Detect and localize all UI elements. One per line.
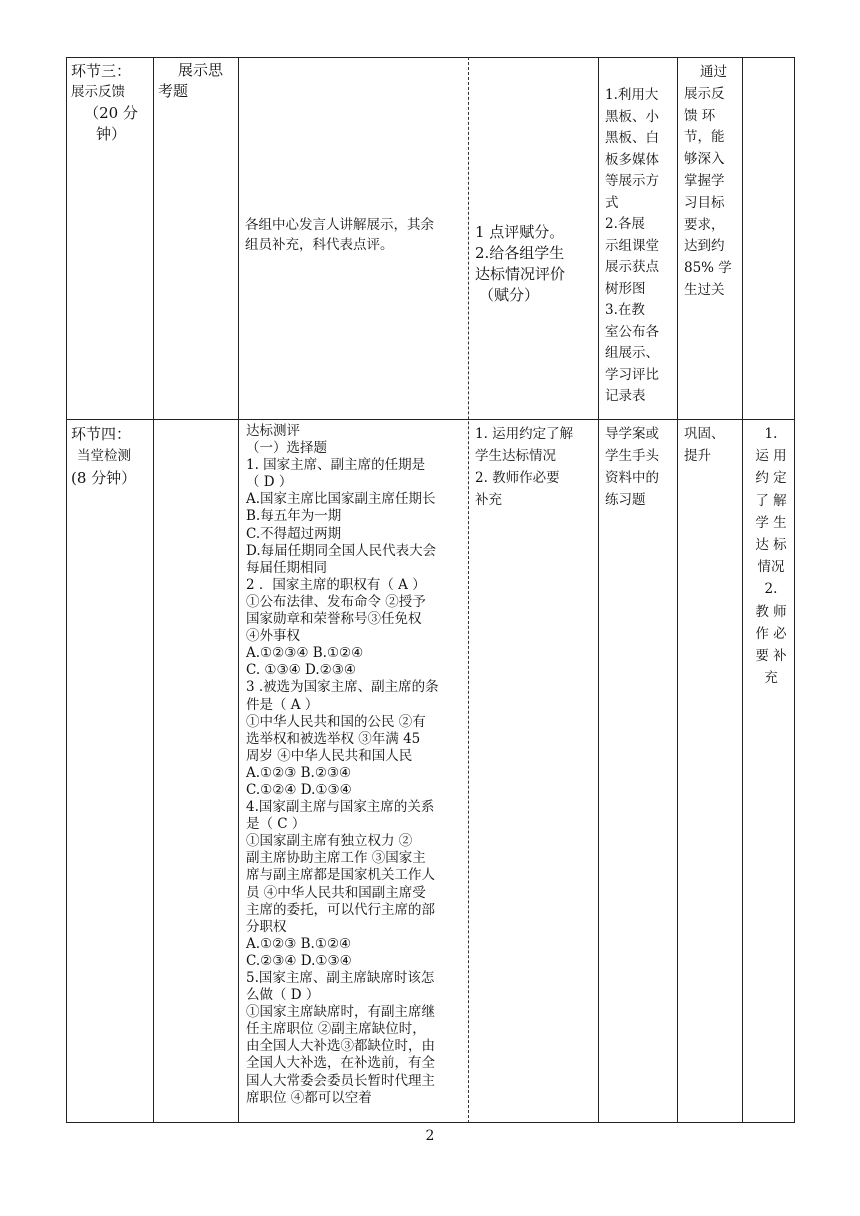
notes-line: 充	[764, 670, 778, 687]
intent-line: 够深入	[684, 151, 725, 168]
resources-line: 室公布各	[605, 323, 659, 340]
intent-line: 巩固、	[684, 426, 725, 442]
activity-line: ④外事权	[246, 628, 300, 645]
notes-line: 1.	[764, 426, 778, 442]
table-left-border	[66, 57, 67, 1123]
intent-line: 节，能	[684, 129, 725, 146]
column-divider-dashed	[468, 57, 469, 1123]
row3-activity-cell	[245, 216, 465, 256]
notes-line: 情况	[757, 559, 785, 576]
evaluation-line: 2.给各组学生	[475, 244, 565, 262]
activity-line: C.②③④ D.①③④	[246, 952, 352, 969]
intent-line: 馈 环	[684, 107, 716, 124]
activity-line: 国家勋章和荣誉称号③任免权	[246, 611, 422, 628]
resources-line: 资料中的	[605, 470, 659, 486]
evaluation-line: 1. 运用约定了解	[475, 426, 574, 442]
column-divider	[598, 57, 599, 1123]
resources-line: 板多媒体	[605, 151, 659, 168]
stage-line: 当堂检测	[77, 448, 131, 464]
column-divider	[238, 57, 239, 1123]
activity-line: 席职位 ④都可以空着	[246, 1089, 372, 1106]
table-right-border	[794, 57, 795, 1123]
resources-line: 学生手头	[605, 448, 659, 464]
evaluation-line: 达标情况评价	[475, 265, 566, 283]
resources-line: 组展示、	[605, 345, 659, 361]
activity-line: ①国家副主席有独立权力 ②	[246, 833, 413, 850]
activity-line: 3 .被选为国家主席、副主席的条	[246, 679, 439, 696]
activity-line: 达标测评	[246, 423, 300, 439]
activity-line: 2 ．国家主席的职权有（ A ）	[246, 576, 426, 593]
row3-content-cell	[158, 60, 236, 102]
row4-stage-cell	[71, 423, 151, 489]
notes-line: 运 用	[755, 448, 787, 465]
row-divider	[66, 419, 795, 420]
resources-line: 黑板、小	[605, 108, 659, 125]
evaluation-line: 1 点评赋分。	[475, 223, 565, 241]
notes-line: 教 师	[755, 603, 787, 620]
intent-line: 提升	[684, 448, 711, 464]
stage-line: (8 分钟）	[71, 469, 137, 487]
activity-line: ①国家主席缺席时，有副主席继	[246, 1004, 435, 1021]
activity-line: 1. 国家主席、副主席的任期是	[246, 457, 426, 474]
resources-line: 黑板、白	[605, 130, 659, 146]
activity-line: A.①②③ B.②③④	[246, 764, 352, 781]
row4-resources-cell	[605, 423, 677, 511]
intent-line: 生过关	[684, 281, 725, 298]
stage-line: 钟）	[95, 125, 126, 143]
activity-line: 副主席协助主席工作 ③国家主	[246, 850, 426, 867]
row4-evaluation-cell	[475, 423, 595, 511]
activity-line: C.①②④ D.①③④	[246, 781, 352, 798]
activity-line: 席与副主席都是国家机关工作人	[246, 867, 435, 884]
notes-line: 约 定	[755, 470, 787, 487]
resources-line: 导学案或	[605, 426, 659, 442]
activity-line: ①中华人民共和国的公民 ②有	[246, 713, 426, 730]
activity-line: 主席的委托，可以代行主席的部	[246, 901, 435, 918]
resources-line: 1.利用大	[605, 87, 659, 103]
evaluation-line: 2. 教师作必要	[475, 470, 560, 486]
resources-line: 展示获点	[605, 259, 659, 275]
activity-line: 员 ④中华人民共和国副主席受	[246, 884, 426, 901]
activity-line: C. ①③④ D.②③④	[246, 662, 356, 679]
stage-line: 展示反馈	[71, 84, 125, 100]
intent-line: 展示反	[684, 85, 725, 102]
activity-line: 件是（ A ）	[246, 696, 319, 713]
activity-line: B.每五年为一期	[246, 508, 342, 525]
intent-line: 掌握学	[684, 172, 725, 189]
row4-intent-cell	[684, 423, 742, 467]
activity-line: 国人大常委会委员长暂时代理主	[246, 1072, 435, 1089]
activity-line: 任主席职位 ②副主席缺位时，	[246, 1021, 426, 1038]
stage-line: 环节三：	[71, 62, 132, 80]
notes-line: 要 补	[755, 648, 787, 665]
notes-line: 达 标	[755, 537, 787, 554]
resources-line: 3.在教	[605, 302, 645, 318]
notes-line: 2.	[764, 581, 778, 598]
activity-line: 分职权	[246, 918, 287, 935]
activity-line: A.①②③④ B.①②④	[246, 645, 364, 662]
intent-line: 通过	[700, 64, 727, 80]
row3-stage-cell	[71, 61, 151, 145]
activity-line: 是（ C ）	[246, 816, 306, 833]
resources-line: 树形图	[605, 280, 646, 297]
page-number: 2	[425, 1128, 435, 1144]
activity-line: 4.国家副主席与国家主席的关系	[246, 799, 435, 816]
table-top-border	[66, 57, 795, 58]
evaluation-line: 学生达标情况	[475, 448, 556, 464]
intent-line: 达到约	[684, 238, 725, 255]
column-divider	[742, 57, 743, 1123]
activity-line: 周岁 ④中华人民共和国人民	[246, 747, 413, 764]
content-line: 考题	[158, 82, 189, 100]
activity-line: 各组中心发言人讲解展示，其余	[245, 217, 434, 233]
content-line: 展示思	[178, 61, 224, 79]
stage-line: （20 分	[84, 104, 138, 122]
activity-line: 组员补充，科代表点评。	[245, 236, 394, 253]
activity-line: A.①②③ B.①②④	[246, 935, 352, 952]
row3-resources-cell	[605, 85, 677, 408]
notes-line: 作 必	[755, 625, 787, 642]
intent-line: 习目标	[684, 194, 725, 211]
intent-line: 要求，	[684, 216, 725, 233]
resources-line: 记录表	[605, 388, 646, 404]
activity-line: 5.国家主席、副主席缺席时该怎	[246, 970, 435, 986]
notes-line: 学 生	[755, 514, 787, 531]
intent-line: 85% 学	[684, 260, 732, 277]
column-divider	[153, 57, 154, 1123]
activity-line: C.不得超过两期	[246, 525, 342, 542]
row4-notes-cell	[749, 423, 793, 689]
table-bottom-border	[66, 1122, 795, 1123]
activity-line: （ D ）	[246, 474, 293, 491]
resources-line: 学习评比	[605, 366, 659, 383]
resources-line: 式	[605, 194, 619, 211]
evaluation-line: 补充	[475, 492, 502, 508]
row3-evaluation-cell	[475, 222, 595, 306]
row4-activity-cell	[246, 423, 466, 1107]
activity-line: A.国家主席比国家副主席任期长	[246, 491, 436, 508]
activity-line: 全国人大补选，在补选前，有全	[246, 1055, 435, 1072]
activity-line: 选举权和被选举权 ③年满 45	[246, 730, 421, 747]
activity-line: ①公布法律、发布命令 ②授予	[246, 593, 426, 610]
resources-line: 2.各展	[605, 216, 645, 232]
row3-intent-cell	[684, 62, 742, 302]
notes-line: 了 解	[755, 492, 787, 509]
stage-line: 环节四：	[71, 425, 132, 443]
resources-line: 等展示方	[605, 173, 659, 189]
activity-line: D.每届任期同全国人民代表大会	[246, 542, 437, 559]
activity-line: 由全国人大补选③都缺位时，由	[246, 1038, 435, 1055]
resources-line: 示组课堂	[605, 237, 659, 254]
activity-line: 么做（ D ）	[246, 987, 320, 1004]
column-divider	[677, 57, 678, 1123]
evaluation-line: （赋分）	[479, 286, 540, 304]
activity-line: 每届任期相同	[246, 559, 327, 576]
resources-line: 练习题	[605, 492, 646, 508]
activity-line: （一）选择题	[246, 440, 327, 457]
